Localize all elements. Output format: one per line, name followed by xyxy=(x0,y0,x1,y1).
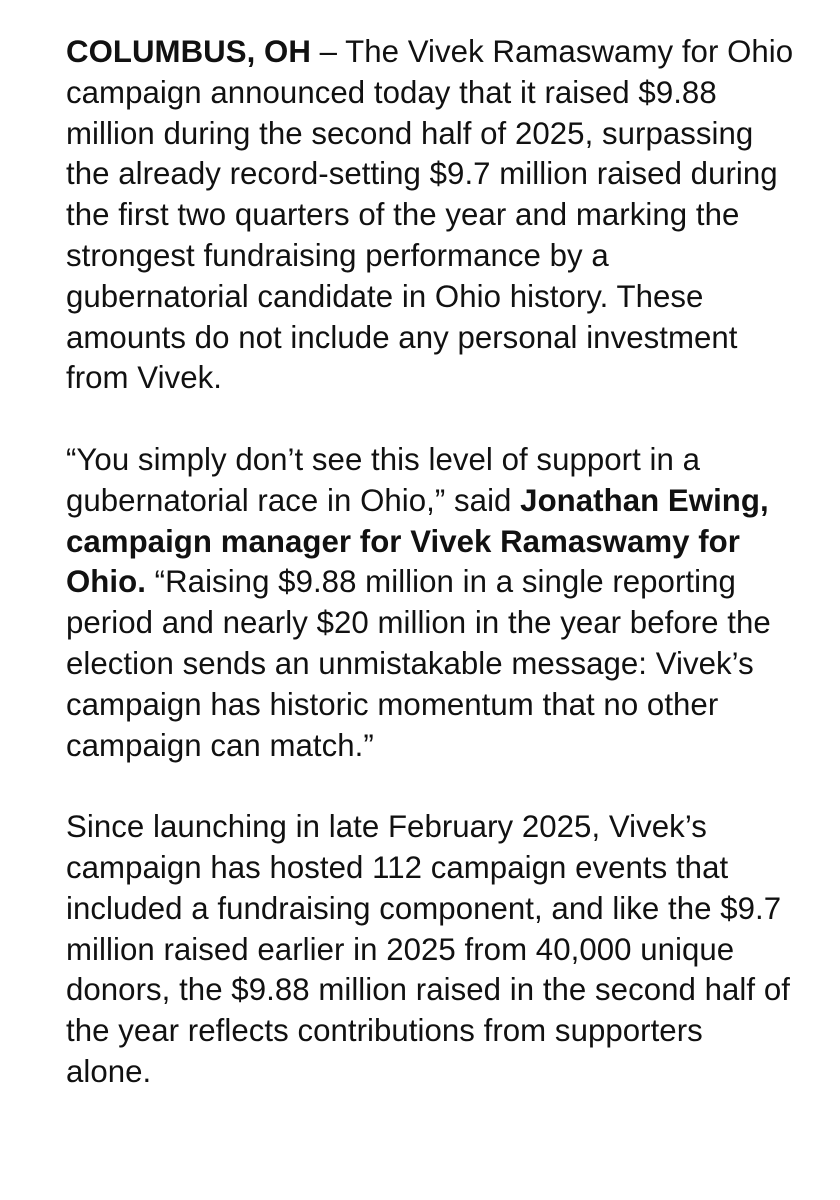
paragraph-events xyxy=(66,807,796,1093)
quote-opening: “You simply don’t see this level of support in a gubernatorial race in Ohio,” said xyxy=(66,441,701,518)
paragraph-quote xyxy=(66,440,796,766)
dateline: COLUMBUS, OH xyxy=(66,34,311,69)
paragraph-announcement xyxy=(66,32,796,399)
quote-closing: “Raising $9.88 million in a single reporting period and nearly $20 million in the year before the election sends an unmistakable message: Vivek’s campaign has historic momentum that no other campaign can match.” xyxy=(66,564,771,763)
events-text: Since launching in late February 2025, Vivek’s campaign has hosted 112 campaign events that included a fundraising component, and like the $9.7 million raised earlier in 2025 from 40,000 unique donors, the $9.88 million raised in the second half of the year reflects contributions from supporters alone. xyxy=(66,809,790,1089)
announcement-text: – The Vivek Ramaswamy for Ohio campaign announced today that it raised $9.88 million during the second half of 2025, surpassing the already record-setting $9.7 million raised during the first two quarters of the year and marking the strongest fundraising performance by a gubernatorial candidate in Ohio history. These amounts do not include any personal investment from Vivek. xyxy=(66,34,794,396)
press-release-body xyxy=(66,32,796,1093)
speaker-attribution: Jonathan Ewing, campaign manager for Vivek Ramaswamy for Ohio. xyxy=(66,482,769,600)
